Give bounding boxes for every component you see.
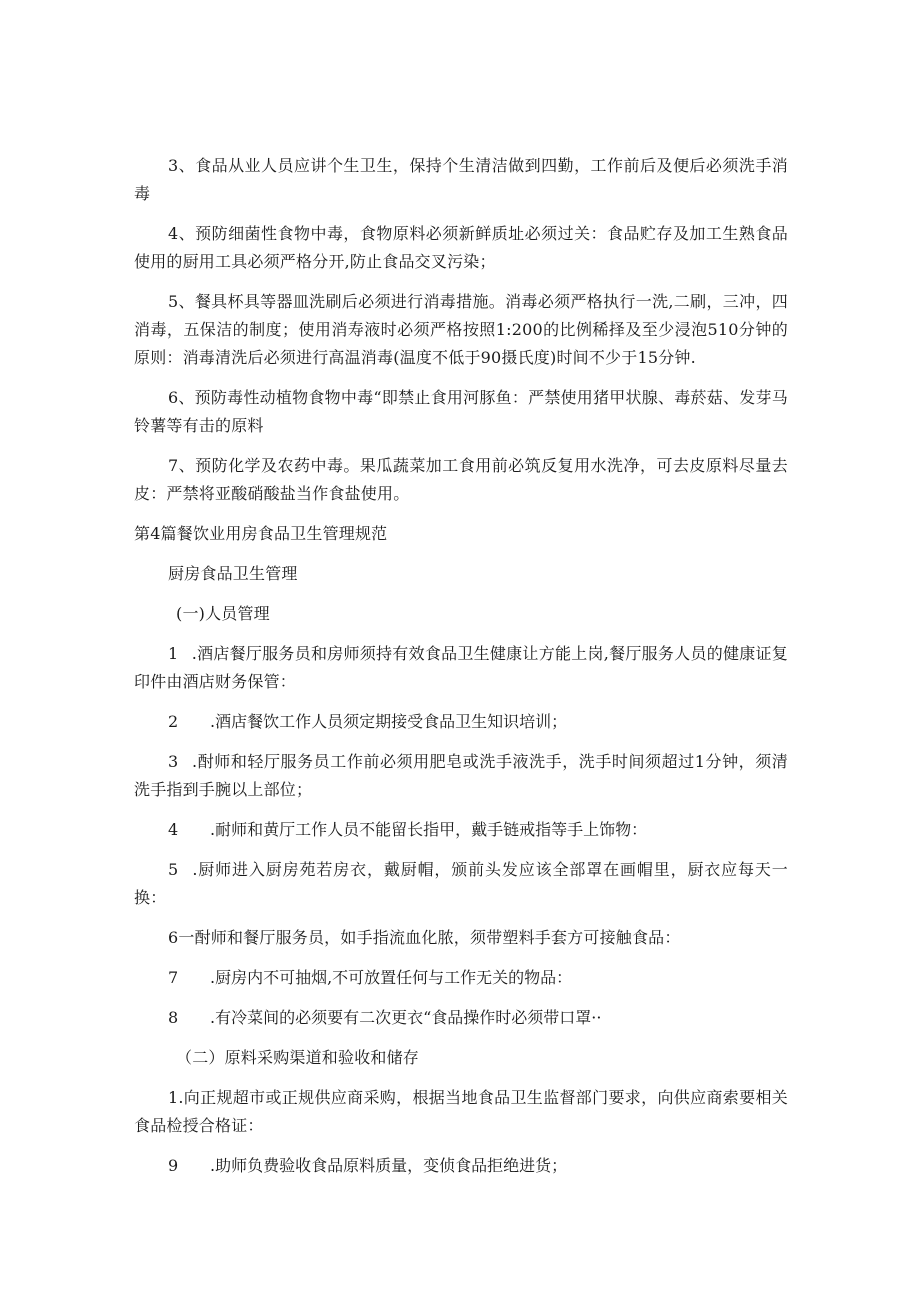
item-number: 7 [168,968,179,987]
list-item [134,816,788,844]
chapter-title: 第4篇餐饮业用房食品卫生管理规范 [134,524,388,543]
paragraph-7: 7、预防化学及农药中毒。果瓜蔬菜加工食用前必筑反复用水洗净，可去皮原料尽量去皮：严禁将亚酸硝酸盐当作食盐使用。 [134,456,788,503]
item-text: .酒店餐厅服务员和房师须持有效食品卫生健康让方能上岗,餐厅服务人员的健康证复印件由酒店财务保管： [134,644,788,691]
document-page [134,152,788,1192]
item-number: 2 [168,712,179,731]
subsection-title-personnel: (一)人员管理 [176,604,270,623]
item-number: 1 [168,644,179,663]
item-text: .酒店餐饮工作人员须定期接受食品卫生知识培训； [210,712,568,731]
list-item [134,964,788,992]
item-text: .酎师和轻厅服务员工作前必须用肥皂或洗手液洗手，洗手时间须超过1分钟，须清洗手指到手腕以上部位； [134,752,788,799]
item-number: 9 [168,1156,179,1175]
paragraph-3: 3、食品从业人员应讲个生卫生，保持个生清洁做到四勤，工作前后及便后必须洗手消毒 [134,156,788,203]
item-number: 3 [168,752,179,771]
paragraph-5: 5、餐具杯具等器皿洗刷后必须进行消毒措施。消毒必须严格执行一洗,二刷，三冲，四消毒，五保洁的制度；使用消寿液时必须严格按照1:200的比例稀择及至少浸泡510分钟的原则：消毒清洗后必须进行高温消毒(温度不低于90摄氏度)时间不少于15分钟. [134,292,788,367]
item-number: 8 [168,1008,179,1027]
item-text: .耐师和黄厅工作人员不能留长指甲，戴手链戒指等手上饰物： [210,820,648,839]
list-item [134,924,788,952]
item-number: 4 [168,820,179,839]
subsection-title-procurement: （二）原料采购渠道和验收和储存 [176,1048,420,1067]
item-text: .厨房内不可抽烟,不可放置任何与工作无关的物品： [210,968,573,987]
paragraph-procurement-1: 1.向正规超市或正规供应商采购，根据当地食品卫生监督部门要求，向供应商索要相关食品检授合格证： [134,1088,788,1135]
list-item [134,748,788,804]
section-title: 厨房食品卫生管理 [168,564,298,583]
list-item [134,640,788,696]
item-text: .助师负费验收食品原料质量，变侦食品拒绝进货； [210,1156,568,1175]
paragraph-6: 6、预防毒性动植物食物中毒“即禁止食用河豚鱼：严禁使用猪甲状腺、毒菸菇、发芽马铃薯等有击的原料 [134,388,788,435]
item-text: .厨师进入厨房苑若房衣，戴厨帽，颁前头发应该全部罩在画帽里，厨衣应每天一换： [134,860,788,907]
list-item [134,1152,788,1180]
list-item [134,856,788,912]
list-item [134,708,788,736]
paragraph-4: 4、预防细菌性食物中毒，食物原料必须新鲜质址必须过关：食品贮存及加工生熟食品使用的厨用工具必须严格分开,防止食品交叉污染； [134,224,788,271]
list-item [134,1004,788,1032]
item-text: .有冷菜间的必须要有二次更衣“食品操作时必须带口罩·· [210,1008,602,1027]
item-number: 5 [168,860,179,879]
item-text: 6一酎师和餐厅服务员，如手指流血化脓，须带塑料手套方可接触食品： [168,928,681,947]
